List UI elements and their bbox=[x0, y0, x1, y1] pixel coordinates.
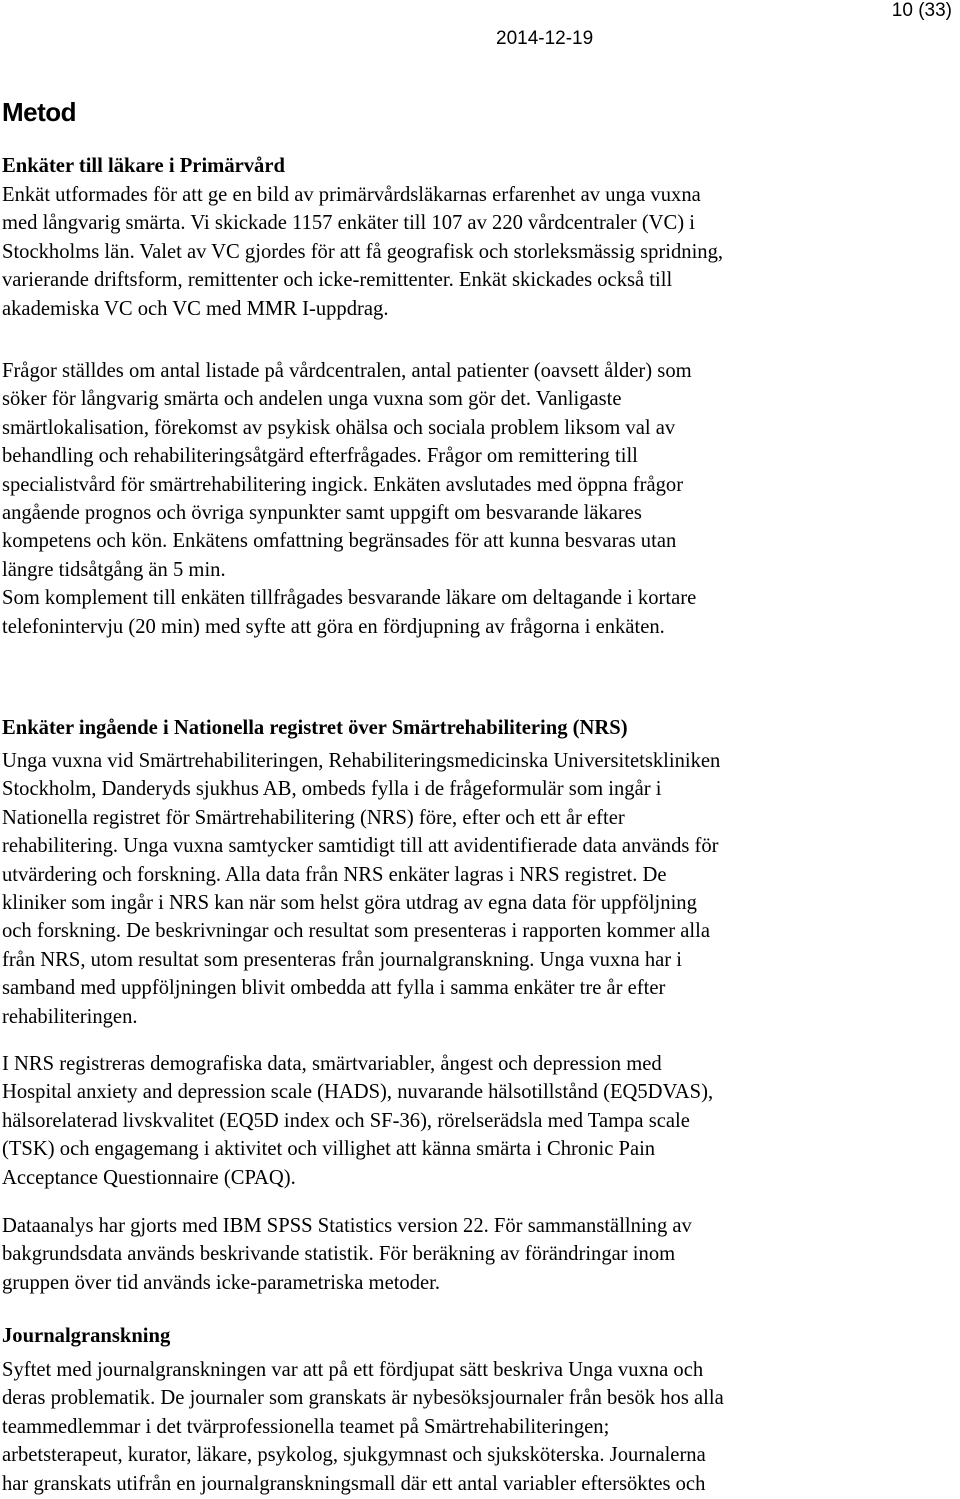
text-line: samband med uppföljningen blivit ombedda att fylla i samma enkäter tre år efter bbox=[2, 977, 666, 1000]
paragraph-journal-1 bbox=[2, 1356, 954, 1498]
paragraph-nrs-2 bbox=[2, 1050, 954, 1192]
text-line: längre tidsåtgång än 5 min. bbox=[2, 558, 226, 581]
section-heading-journal: Journalgranskning bbox=[2, 1325, 171, 1347]
text-line: deras problematik. De journaler som granskats är nybesöksjournaler från besök hos alla bbox=[2, 1387, 724, 1410]
text-line: hälsorelaterad livskvalitet (EQ5D index och SF-36), rörelserädsla med Tampa scale bbox=[2, 1109, 690, 1132]
text-line: telefonintervju (20 min) med syfte att göra en fördjupning av frågorna i enkäten. bbox=[2, 615, 665, 638]
text-line: söker för långvarig smärta och andelen unga vuxna som gör det. Vanligaste bbox=[2, 388, 622, 411]
text-line: Stockholms län. Valet av VC gjordes för att få geografisk och storleksmässig spridning, bbox=[2, 240, 724, 263]
text-line: I NRS registreras demografiska data, smärtvariabler, ångest och depression med bbox=[2, 1053, 662, 1075]
text-line: Unga vuxna vid Smärtrehabiliteringen, Rehabiliteringsmedicinska Universitetskliniken bbox=[2, 750, 721, 772]
text-line: smärtlokalisation, förekomst av psykisk ohälsa och sociala problem liksom val av bbox=[2, 416, 676, 439]
paragraph-nrs-1 bbox=[2, 747, 954, 1031]
text-line: Enkät utformades för att ge en bild av primärvårdsläkarnas erfarenhet av unga vuxna bbox=[2, 184, 701, 206]
text-line: Nationella registret för Smärtrehabilitering (NRS) före, efter och ett år efter bbox=[2, 806, 625, 829]
text-line: (TSK) och engagemang i aktivitet och villighet att känna smärta i Chronic Pain bbox=[2, 1138, 656, 1161]
text-line: teammedlemmar i det tvärprofessionella teamet på Smärtrehabiliteringen; bbox=[2, 1415, 610, 1438]
text-line: Som komplement till enkäten tillfrågades besvarande läkare om deltagande i kortare bbox=[2, 587, 697, 610]
paragraph-primarvard-1 bbox=[2, 181, 954, 323]
text-line: utvärdering och forskning. Alla data från NRS enkäter lagras i NRS registret. De bbox=[2, 863, 667, 886]
paragraph-nrs-3 bbox=[2, 1212, 954, 1297]
text-line: angående prognos och övriga synpunkter samt uppgift om besvarande läkares bbox=[2, 502, 642, 525]
text-line: specialistvård för smärtrehabilitering ingick. Enkäten avslutades med öppna frågor bbox=[2, 473, 684, 496]
text-line: arbetsterapeut, kurator, läkare, psykolog, sjukgymnast och sjuksköterska. Journalerna bbox=[2, 1444, 706, 1467]
paragraph-primarvard-2 bbox=[2, 357, 954, 641]
text-line: varierande driftsform, remittenter och icke-remittenter. Enkät skickades också till bbox=[2, 269, 673, 292]
text-line: Frågor ställdes om antal listade på vårdcentralen, antal patienter (oavsett ålder) som bbox=[2, 360, 692, 382]
text-line: bakgrundsdata används beskrivande statistik. För beräkning av förändringar inom bbox=[2, 1243, 676, 1266]
text-line: rehabilitering. Unga vuxna samtycker samtidigt till att avidentifierade data används för bbox=[2, 835, 719, 858]
text-line: Stockholm, Danderyds sjukhus AB, ombeds fylla i de frågeformulär som ingår i bbox=[2, 778, 662, 801]
text-line: kompetens och kön. Enkätens omfattning begränsades för att kunna besvaras utan bbox=[2, 530, 677, 553]
section-heading-primarvard: Enkäter till läkare i Primärvård bbox=[2, 155, 285, 177]
text-line: och forskning. De beskrivningar och resultat som presenteras i rapporten kommer alla bbox=[2, 920, 710, 943]
text-line: gruppen över tid används icke-parametriska metoder. bbox=[2, 1271, 441, 1294]
page-title: Metod bbox=[2, 97, 77, 127]
text-line: kliniker som ingår i NRS kan när som helst göra utdrag av egna data för uppföljning bbox=[2, 892, 697, 915]
text-line: behandling och rehabiliteringsåtgärd efterfrågades. Frågor om remittering till bbox=[2, 445, 638, 468]
header-page-number: 10 (33) bbox=[891, 0, 952, 21]
header-date: 2014-12-19 bbox=[496, 28, 594, 49]
text-line: har granskats utifrån en journalgranskningsmall där ett antal variabler eftersöktes och bbox=[2, 1472, 706, 1495]
text-line: akademiska VC och VC med MMR I-uppdrag. bbox=[2, 297, 389, 320]
text-line: från NRS, utom resultat som presenteras från journalgranskning. Unga vuxna har i bbox=[2, 948, 682, 971]
text-line: med långvarig smärta. Vi skickade 1157 enkäter till 107 av 220 vårdcentraler (VC) i bbox=[2, 212, 696, 235]
text-line: Acceptance Questionnaire (CPAQ). bbox=[2, 1166, 296, 1189]
text-line: Syftet med journalgranskningen var att på ett fördjupat sätt beskriva Unga vuxna och bbox=[2, 1359, 704, 1381]
text-line: Hospital anxiety and depression scale (HADS), nuvarande hälsotillstånd (EQ5DVAS), bbox=[2, 1081, 714, 1104]
section-heading-nrs: Enkäter ingående i Nationella registret över Smärtrehabilitering (NRS) bbox=[2, 717, 628, 739]
text-line: Dataanalys har gjorts med IBM SPSS Statistics version 22. För sammanställning av bbox=[2, 1215, 692, 1237]
text-line: rehabiliteringen. bbox=[2, 1005, 138, 1028]
